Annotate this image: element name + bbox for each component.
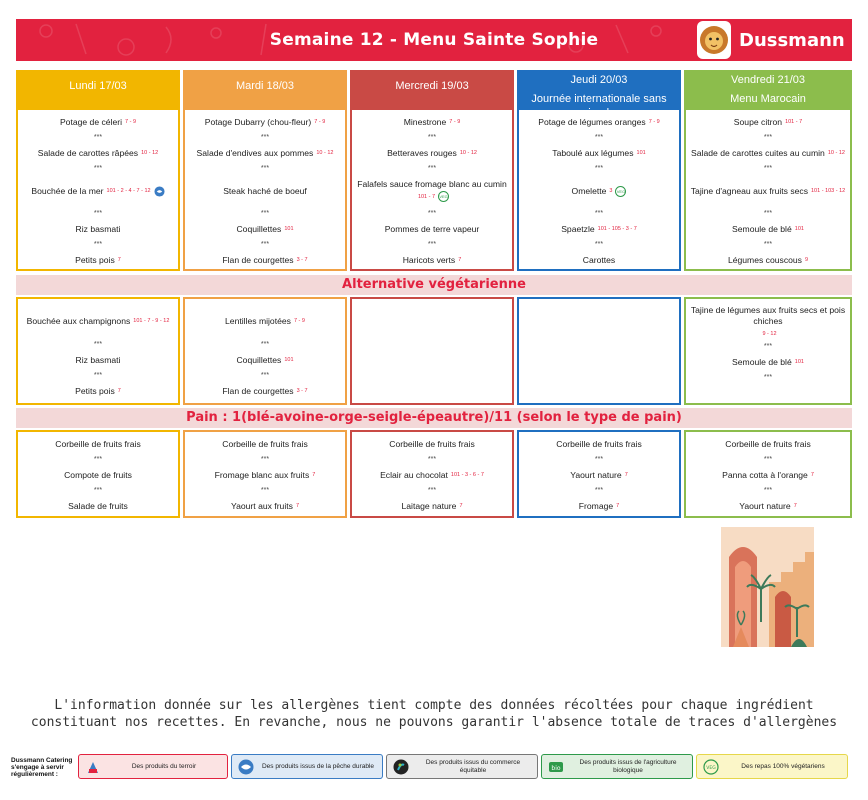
menu-item: Fromage 7: [578, 500, 620, 511]
menu-item: Corbeille de fruits frais: [556, 438, 642, 449]
disclaimer-line: constituant nos recettes. En revanche, nous ne pouvons garantir l'absence totale de traces d'allergènes: [30, 715, 838, 730]
separator: ***: [594, 241, 604, 248]
separator: ***: [763, 210, 773, 217]
separator: ***: [93, 210, 103, 217]
legend-intro: Dussmann Catering s'engage à servir régulièrement :: [11, 757, 73, 778]
dessert-box-tuesday: [183, 430, 347, 518]
separator: ***: [427, 486, 437, 494]
menu-item: Laitage nature 7: [401, 500, 463, 511]
legend-item-bio: bio Des produits issus de l'agriculture biologique: [541, 754, 693, 779]
separator: ***: [427, 241, 437, 248]
menu-item: Riz basmati: [75, 354, 121, 365]
svg-text:bio: bio: [551, 764, 561, 772]
menu-item: Potage Dubarry (chou-fleur) 7 - 9: [204, 116, 326, 127]
separator: ***: [763, 374, 773, 381]
day-header: [684, 70, 852, 108]
menu-item: Corbeille de fruits frais: [725, 438, 811, 449]
menu-item: Corbeille de fruits frais: [222, 438, 308, 449]
day-header: Mercredi 19/03: [350, 70, 514, 108]
menu-item: Soupe citron 101 - 7: [733, 116, 803, 127]
fairtrade-icon: [393, 759, 409, 775]
page-title: Semaine 12 - Menu Sainte Sophie: [269, 30, 599, 50]
separator: ***: [260, 486, 270, 494]
menu-item: Tajine d'agneau aux fruits secs 101 - 103 - 12: [690, 186, 846, 196]
disclaimer-line: L'information donnée sur les allergènes tient compte des données récoltées pour chaque ingrédient: [54, 698, 814, 713]
main-menu-box: [517, 108, 681, 271]
legend-item-terroir: Des produits du terroir: [78, 754, 228, 779]
veggie-icon: [703, 759, 719, 775]
vegetarian-box-friday: [684, 297, 852, 405]
menu-item: Salade de carottes cuites au cumin 10 - 12: [691, 147, 845, 158]
veggie-icon: VEG: [615, 186, 626, 197]
brand-name: Dussmann: [739, 29, 845, 51]
day-column-thursday: [517, 70, 681, 271]
menu-item: Lentilles mijotées 7 - 9: [225, 315, 305, 326]
brand-logo: [693, 19, 852, 61]
menu-item: Bouchée de la mer 101 - 2 - 4 - 7 - 12: [18, 176, 178, 206]
separator: ***: [763, 343, 773, 350]
day-column-tuesday: [183, 70, 347, 271]
moroccan-illustration: [721, 527, 814, 647]
menu-item: Salade de carottes râpées 10 - 12: [37, 147, 159, 158]
menu-item: Pommes de terre vapeur: [384, 224, 480, 235]
menu-item: Salade de fruits: [68, 500, 128, 511]
separator: ***: [427, 133, 437, 141]
separator: ***: [93, 455, 103, 463]
day-name: Vendredi 21/03: [730, 74, 805, 86]
separator: ***: [93, 340, 103, 348]
main-menu-box: [16, 108, 180, 271]
main-menu-box: [684, 108, 852, 271]
menu-item: Yaourt aux fruits 7: [231, 500, 299, 511]
menu-item: Falafels sauce fromage blanc au cumin 101 - 7 VEG: [357, 179, 507, 200]
day-header: Lundi 17/03: [16, 70, 180, 108]
fish-icon: [154, 186, 165, 197]
menu-item: Omelette 3 VEG: [571, 186, 626, 196]
separator: ***: [260, 371, 270, 379]
menu-item: Petits pois 7: [75, 255, 121, 266]
menu-item: Carottes: [582, 255, 616, 266]
menu-item: Eclair au chocolat 101 - 3 - 6 - 7: [380, 469, 484, 480]
separator: ***: [594, 486, 604, 494]
menu-item: Coquillettes 101: [236, 224, 294, 235]
menu-item: Spaetzle 101 - 105 - 3 - 7: [561, 224, 637, 235]
separator: ***: [763, 164, 773, 172]
lion-mascot-icon: [697, 21, 731, 59]
vegetarian-box-thursday: [517, 297, 681, 405]
menu-item: Haricots verts 7: [402, 255, 462, 266]
main-menu-box: [350, 108, 514, 271]
separator: ***: [260, 340, 270, 348]
vegetarian-box-monday: [16, 297, 180, 405]
menu-item: Compote de fruits: [64, 469, 132, 480]
veggie-icon: VEG: [438, 191, 449, 202]
separator: ***: [260, 455, 270, 463]
separator: ***: [594, 210, 604, 217]
menu-item-allergens: 9 - 12: [762, 331, 777, 337]
menu-item: Salade d'endives aux pommes 10 - 12: [196, 147, 334, 158]
day-column-wednesday: [350, 70, 514, 271]
menu-item: Coquillettes 101: [236, 354, 294, 365]
bread-band: Pain : 1(blé-avoine-orge-seigle-épeautre)/11 (selon le type de pain): [16, 408, 852, 428]
fish-icon: [238, 759, 254, 775]
separator: ***: [594, 164, 604, 172]
separator: ***: [763, 486, 773, 494]
menu-item: Petits pois 7: [75, 385, 121, 396]
menu-item: Potage de céleri 7 - 9: [59, 116, 137, 127]
separator: ***: [427, 210, 437, 217]
menu-item: Flan de courgettes 3 - 7: [222, 255, 308, 266]
main-menu-box: [183, 108, 347, 271]
vegetarian-box-tuesday: [183, 297, 347, 405]
menu-item: Riz basmati: [75, 224, 121, 235]
menu-item: Corbeille de fruits frais: [389, 438, 475, 449]
menu-item: Flan de courgettes 3 - 7: [222, 385, 308, 396]
legend-item-vegetarian: VEG Des repas 100% végétariens: [696, 754, 848, 779]
vegetarian-box-wednesday: [350, 297, 514, 405]
separator: ***: [93, 241, 103, 248]
separator: ***: [763, 241, 773, 248]
separator: ***: [93, 486, 103, 494]
menu-item: Potage de légumes oranges 7 - 9: [538, 116, 660, 127]
menu-item: Semoule de blé 101: [732, 224, 804, 235]
day-header: [517, 70, 681, 119]
menu-item: Taboulé aux légumes 101: [552, 147, 646, 158]
day-column-friday: [684, 70, 852, 271]
menu-item: Yaourt nature 7: [570, 469, 628, 480]
separator: ***: [93, 371, 103, 379]
separator: ***: [260, 133, 270, 141]
vegetarian-band: Alternative végétarienne: [16, 275, 852, 295]
day-subtitle: Menu Marocain: [730, 93, 806, 105]
bio-icon: [548, 759, 564, 775]
menu-item: Corbeille de fruits frais: [55, 438, 141, 449]
menu-item: Steak haché de boeuf: [223, 186, 307, 196]
separator: ***: [763, 133, 773, 141]
terroir-icon: [85, 759, 101, 775]
day-header: Mardi 18/03: [183, 70, 347, 108]
separator: ***: [260, 241, 270, 248]
menu-item: Fromage blanc aux fruits 7: [214, 469, 316, 480]
separator: ***: [427, 455, 437, 463]
menu-item: Légumes couscous 9: [727, 255, 809, 266]
legend-item-fishing: Des produits issus de la pêche durable: [231, 754, 383, 779]
menu-item: Tajine de légumes aux fruits secs et pois chiches: [690, 305, 846, 326]
separator: ***: [93, 133, 103, 141]
menu-item: Panna cotta à l'orange 7: [722, 469, 814, 480]
day-subtitle: Journée internationale sans viande: [531, 93, 667, 119]
separator: ***: [763, 455, 773, 463]
separator: ***: [93, 164, 103, 172]
dessert-box-friday: [684, 430, 852, 518]
svg-text:VEG: VEG: [706, 765, 716, 771]
menu-item: Semoule de blé 101: [732, 357, 804, 368]
separator: ***: [260, 210, 270, 217]
day-name: Jeudi 20/03: [570, 74, 628, 86]
separator: ***: [594, 455, 604, 463]
separator: ***: [427, 164, 437, 172]
day-column-monday: [16, 70, 180, 271]
menu-item: Betteraves rouges 10 - 12: [387, 147, 477, 158]
menu-item: Bouchée aux champignons 101 - 7 - 9 - 12: [26, 315, 170, 326]
dessert-box-monday: [16, 430, 180, 518]
menu-item: Minestrone 7 - 9: [403, 116, 461, 127]
legend-item-fairtrade: Des produits issus du commerce équitable: [386, 754, 538, 779]
menu-item: Yaourt nature 7: [739, 500, 797, 511]
allergen-disclaimer: [20, 697, 848, 731]
separator: ***: [594, 133, 604, 141]
dessert-box-wednesday: [350, 430, 514, 518]
separator: ***: [260, 164, 270, 172]
dessert-box-thursday: [517, 430, 681, 518]
